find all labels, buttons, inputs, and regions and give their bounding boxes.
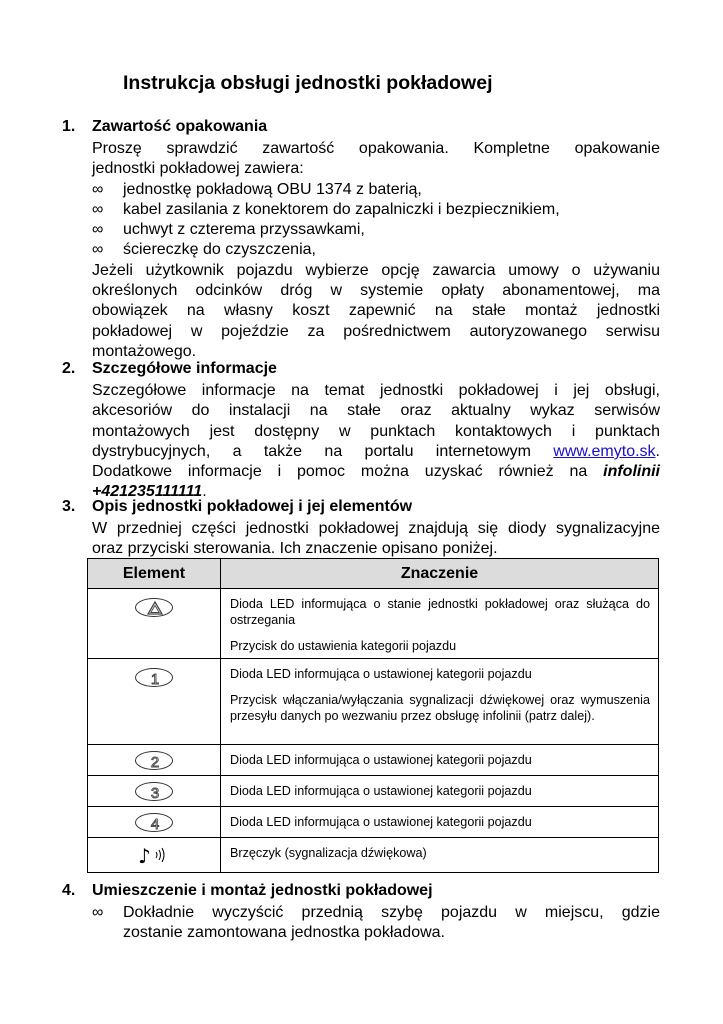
svg-text:♪: ♪ [138,844,151,866]
list-item: ∞ Dokładnie wyczyścić przednią szybę pojazdu w miejscu, gdzie [92,903,660,923]
table-cell-text: Dioda LED informująca o ustawionej kategorii pojazdu [221,776,659,807]
elements-table [87,558,659,873]
paragraph-line: określonych odcinków dróg w systemie opłaty abonamentowej, ma [92,282,660,300]
section-title: Umieszczenie i montaż jednostki pokładowej [92,882,433,899]
number-4-button-icon [135,813,173,832]
table-cell-text: Dioda LED informująca o stanie jednostki pokładowej oraz służąca do ostrzegania [230,597,650,627]
section-title: Zawartość opakowania [92,118,268,135]
section-number: 2. [62,360,76,377]
paragraph-line: obowiązek na własny koszt zapewnić na stałe montaż jednostki [92,302,660,320]
infinity-bullet-icon: ∞ [92,200,104,218]
paragraph-line: montażowego. [92,342,197,360]
number-2-button-icon [135,751,173,770]
paragraph-line: W przedniej części jednostki pokładowej znajdują się diody sygnalizacyjne [92,520,660,537]
table-row [88,807,659,838]
table-row [88,776,659,807]
list-item: ∞ ściereczkę do czyszczenia, [92,240,660,260]
list-item-continuation: zostanie zamontowana jednostka pokładowa. [123,924,445,942]
paragraph-line: Dodatkowe informacje i pomoc można uzyskać również na infolinii [92,463,660,481]
paragraph-line: akcesoriów do instalacji na stałe oraz aktualny wykaz serwisów [92,402,660,420]
paragraph-line: Proszę sprawdzić zawartość opakowania. Kompletne opakowanie [92,140,660,157]
paragraph-line: oraz przyciski sterowania. Ich znaczenie opisano poniżej. [92,540,498,558]
section-number: 4. [62,882,76,899]
table-cell-text: Przycisk włączania/wyłączania sygnalizacji dźwiękowej oraz wymuszenia przesyłu danych po wezwaniu przez obsługę infolinii (patrz dalej). [230,693,650,723]
table-header-row [88,559,659,589]
table-cell-text: Dioda LED informująca o ustawionej kategorii pojazdu [221,807,659,838]
section-title: Szczegółowe informacje [92,360,277,377]
paragraph-line: +421235111111. [92,483,207,501]
paragraph-line: dystrybucyjnych, a także na portalu internetowym www.emyto.sk. [92,442,660,460]
website-link[interactable]: www.emyto.sk [553,442,656,460]
hotline-label: infolinii [603,463,660,481]
number-1-button-icon [135,668,173,687]
table-row [88,659,659,745]
section-details [62,360,660,503]
column-header-meaning: Znaczenie [221,559,659,589]
infinity-bullet-icon: ∞ [92,904,104,921]
paragraph-line: Szczegółowe informacje na temat jednostki pokładowej i jej obsługi, [92,382,660,399]
infinity-bullet-icon: ∞ [92,241,104,259]
section-number: 1. [62,118,76,135]
svg-text:1: 1 [150,671,160,688]
infinity-bullet-icon: ∞ [92,221,104,239]
svg-text:2: 2 [150,754,160,771]
infinity-bullet-icon: ∞ [92,180,104,198]
list-item: ∞ uchwyt z czterema przyssawkami, [92,220,660,240]
paragraph-line: jednostki pokładowej zawiera: [92,160,304,178]
section-number: 3. [62,498,76,515]
section-title: Opis jednostki pokładowej i jej elementów [92,498,413,515]
page-title: Instrukcja obsługi jednostki pokładowej [123,72,493,94]
column-header-element: Element [88,559,221,589]
warning-triangle-button-icon [135,598,173,617]
section-mounting [62,882,660,944]
table-cell-text: Dioda LED informująca o ustawionej kategorii pojazdu [221,745,659,776]
paragraph-line: montażowych jest dostępny w punktach kontaktowych i punktach [92,422,660,440]
table-row [88,589,659,659]
svg-text:3: 3 [150,785,160,802]
hotline-phone: +421235111111 [92,483,203,501]
section-description [62,498,660,560]
table-cell-text: Dioda LED informująca o ustawionej kategorii pojazdu [230,667,532,681]
list-item: ∞ jednostkę pokładową OBU 1374 z baterią, [92,180,660,200]
section-contents [62,118,660,362]
buzzer-sound-icon [136,844,172,869]
table-cell-text: Przycisk do ustawienia kategorii pojazdu [230,639,457,653]
table-cell-text: Brzęczyk (sygnalizacja dźwiękowa) [221,838,659,873]
paragraph-line: pokładowej w pojeździe za pośrednictwem autoryzowanego serwisu [92,322,660,340]
number-3-button-icon [135,782,173,801]
table-row [88,838,659,873]
svg-text:4: 4 [150,816,160,833]
table-row [88,745,659,776]
paragraph-line: Jeżeli użytkownik pojazdu wybierze opcję zawarcia umowy o używaniu [92,261,660,279]
list-item: ∞ kabel zasilania z konektorem do zapalniczki i bezpiecznikiem, [92,200,660,220]
